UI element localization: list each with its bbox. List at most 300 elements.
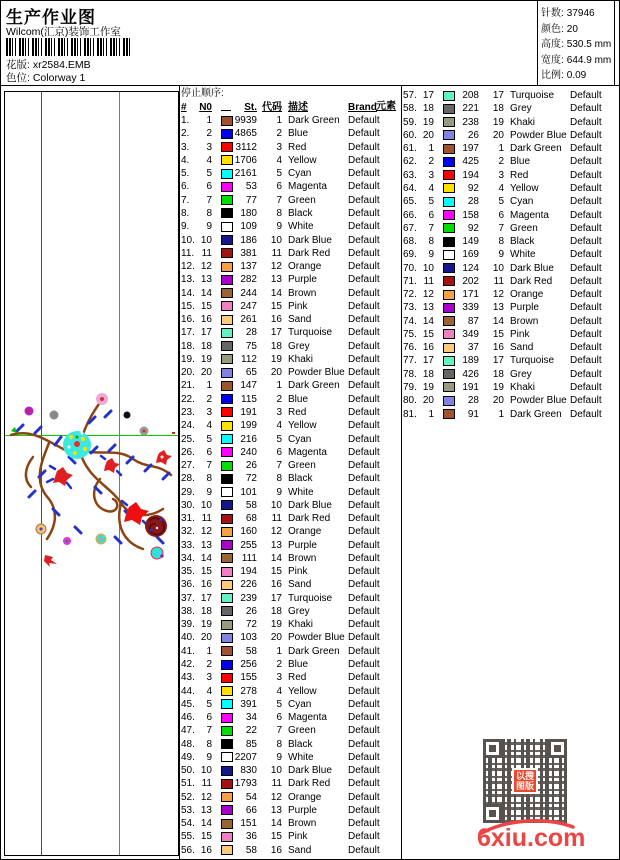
stitch-count: 238	[462, 116, 479, 128]
thread-brand: Default	[348, 672, 380, 684]
swatch-cell	[434, 210, 455, 220]
color-code: 20	[270, 632, 282, 644]
swatch-cell	[212, 845, 233, 855]
color-code: 17	[492, 90, 504, 102]
thread-brand: Default	[570, 209, 602, 221]
needle-number: 6	[206, 446, 212, 458]
swatch-cell	[212, 434, 233, 444]
thread-brand: Default	[348, 632, 380, 644]
stitch-count: 3112	[235, 141, 257, 153]
thread-brand: Default	[570, 315, 602, 327]
color-code: 12	[492, 289, 504, 301]
page-title: 生产作业图	[6, 8, 96, 27]
color-stop-row	[181, 220, 399, 233]
needle-number: 7	[206, 460, 212, 472]
color-swatch	[221, 394, 233, 404]
color-code: 6	[498, 209, 504, 221]
needle-number: 15	[422, 328, 434, 340]
color-description: Blue	[288, 393, 309, 405]
stop-seq: 24.	[181, 420, 195, 432]
color-stop-row	[181, 605, 399, 618]
color-code: 9	[276, 486, 282, 498]
stitch-count: 75	[245, 340, 257, 352]
color-code: 4	[276, 420, 282, 432]
color-swatch	[221, 514, 233, 524]
color-swatch	[221, 275, 233, 285]
swatch-cell	[434, 197, 455, 207]
color-code: 4	[498, 182, 504, 194]
stop-sequence-table-continued	[403, 89, 619, 421]
needle-number: 1	[206, 380, 212, 392]
stop-seq: 18.	[181, 340, 195, 352]
stop-seq: 48.	[181, 738, 195, 750]
color-swatch	[443, 170, 455, 180]
swatch-cell	[212, 805, 233, 815]
color-code: 5	[276, 168, 282, 180]
stop-seq: 36.	[181, 579, 195, 591]
swatch-cell	[212, 407, 233, 417]
swatch-cell	[212, 169, 233, 179]
swatch-cell	[212, 208, 233, 218]
stop-seq: 64.	[403, 182, 417, 194]
stop-seq: 79.	[403, 381, 417, 393]
thread-brand: Default	[348, 473, 380, 485]
thread-brand: Default	[348, 539, 380, 551]
table-header-row	[181, 100, 399, 114]
stop-seq: 14.	[181, 287, 195, 299]
color-stop-row	[403, 341, 619, 354]
color-description: Brown	[288, 552, 317, 564]
stop-seq: 81.	[403, 408, 417, 420]
stop-seq: 28.	[181, 473, 195, 485]
stop-seq: 65.	[403, 196, 417, 208]
color-swatch	[443, 144, 455, 154]
color-code: 8	[276, 473, 282, 485]
swatch-cell	[434, 316, 455, 326]
stitch-count: 58	[245, 844, 257, 856]
swatch-cell	[212, 779, 233, 789]
colorway-row	[6, 70, 85, 85]
swatch-cell	[212, 553, 233, 563]
color-stop-row	[181, 512, 399, 525]
stop-seq: 37.	[181, 592, 195, 604]
header-seq: #	[181, 102, 187, 113]
thread-brand: Default	[348, 725, 380, 737]
color-swatch	[443, 343, 455, 353]
color-stop-row	[181, 791, 399, 804]
needle-number: 20	[422, 129, 434, 141]
height-row	[541, 35, 614, 51]
stop-seq: 29.	[181, 486, 195, 498]
color-code: 5	[276, 698, 282, 710]
needle-number: 14	[422, 315, 434, 327]
stop-seq: 19.	[181, 353, 195, 365]
swatch-cell	[212, 328, 233, 338]
color-swatch	[221, 553, 233, 563]
color-description: Grey	[288, 340, 310, 352]
color-description: Pink	[288, 566, 308, 578]
stitch-count: 339	[462, 302, 479, 314]
color-description: Blue	[288, 659, 309, 671]
swatch-cell	[212, 819, 233, 829]
stitch-count: 2161	[234, 168, 257, 180]
color-swatch	[221, 288, 233, 298]
stop-seq: 26.	[181, 446, 195, 458]
color-code: 17	[270, 592, 282, 604]
color-swatch	[221, 819, 233, 829]
needle-number: 4	[206, 420, 212, 432]
needle-number: 10	[200, 499, 212, 511]
color-swatch	[443, 210, 455, 220]
thread-brand: Default	[348, 433, 380, 445]
color-code: 6	[276, 181, 282, 193]
color-stop-row	[181, 313, 399, 326]
swatch-cell	[212, 686, 233, 696]
thread-brand: Default	[348, 499, 380, 511]
stitch-count: 111	[241, 552, 257, 564]
color-description: Sand	[510, 342, 534, 354]
color-swatch	[221, 792, 233, 802]
thread-brand: Default	[570, 249, 602, 261]
needle-number: 20	[422, 395, 434, 407]
color-stop-row	[181, 141, 399, 154]
stitch-count: 202	[462, 275, 479, 287]
table-column-divider	[401, 85, 402, 859]
needle-number: 11	[423, 275, 434, 287]
color-code: 19	[270, 619, 282, 631]
swatch-cell	[212, 182, 233, 192]
needle-number: 9	[206, 486, 212, 498]
color-code: 8	[276, 738, 282, 750]
stop-seq: 60.	[403, 129, 417, 141]
color-description: Dark Red	[288, 778, 331, 790]
needle-number: 14	[200, 287, 212, 299]
stitch-count: 72	[245, 473, 257, 485]
color-swatch	[221, 805, 233, 815]
color-description: Powder Blue	[288, 367, 345, 379]
color-code: 3	[276, 672, 282, 684]
needle-number: 11	[201, 247, 212, 259]
color-code: 4	[276, 154, 282, 166]
thread-brand: Default	[348, 818, 380, 830]
stop-seq: 80.	[403, 395, 417, 407]
color-stop-row	[181, 777, 399, 790]
header-desc: 描述	[288, 102, 308, 113]
needle-number: 9	[206, 751, 212, 763]
stop-seq: 52.	[181, 791, 195, 803]
swatch-cell	[434, 250, 455, 260]
stop-seq: 11.	[181, 247, 195, 259]
color-swatch	[221, 779, 233, 789]
swatch-cell	[212, 195, 233, 205]
swatch-cell	[212, 699, 233, 709]
thread-brand: Default	[348, 791, 380, 803]
needle-number: 8	[206, 738, 212, 750]
design-file-label: 花版:	[6, 59, 30, 71]
swatch-cell	[212, 713, 233, 723]
studio-subtitle: Wilcom(汇京)装饰工作室	[6, 26, 121, 38]
stitch-count: 171	[462, 289, 479, 301]
thread-brand: Default	[348, 327, 380, 339]
needle-number: 10	[200, 234, 212, 246]
thread-brand: Default	[348, 314, 380, 326]
thread-brand: Default	[570, 275, 602, 287]
needle-number: 14	[200, 552, 212, 564]
needle-number: 7	[428, 222, 434, 234]
color-swatch	[221, 222, 233, 232]
thread-brand: Default	[570, 262, 602, 274]
color-swatch	[221, 752, 233, 762]
color-stop-row	[403, 129, 619, 142]
color-swatch	[221, 461, 233, 471]
color-swatch	[221, 845, 233, 855]
color-stop-row	[181, 764, 399, 777]
color-swatch	[443, 409, 455, 419]
color-swatch	[221, 660, 233, 670]
stitch-count: 349	[462, 328, 479, 340]
stitch-count: 194	[462, 169, 479, 181]
needle-number: 4	[428, 182, 434, 194]
stop-seq: 66.	[403, 209, 417, 221]
swatch-cell	[212, 766, 233, 776]
color-stop-row	[181, 114, 399, 127]
swatch-cell	[212, 155, 233, 165]
color-swatch	[221, 235, 233, 245]
stop-seq: 43.	[181, 672, 195, 684]
color-code: 3	[276, 406, 282, 418]
swatch-cell	[212, 660, 233, 670]
needle-number: 4	[206, 685, 212, 697]
swatch-cell	[212, 341, 233, 351]
thread-brand: Default	[348, 406, 380, 418]
swatch-cell	[434, 157, 455, 167]
stop-seq: 39.	[181, 619, 195, 631]
stitch-count: 381	[240, 247, 257, 259]
width-label: 宽度:	[541, 54, 564, 66]
swatch-cell	[212, 447, 233, 457]
stitch-count: 101	[240, 486, 257, 498]
design-file-value: xr2584.EMB	[32, 59, 91, 71]
color-stop-row	[403, 116, 619, 129]
color-description: Green	[510, 222, 538, 234]
needle-number: 13	[200, 804, 212, 816]
color-swatch	[221, 713, 233, 723]
scale-row	[541, 66, 614, 82]
thread-brand: Default	[570, 236, 602, 248]
thread-brand: Default	[570, 342, 602, 354]
stitch-count: 1706	[234, 154, 257, 166]
color-description: Dark Red	[288, 247, 331, 259]
thread-brand: Default	[348, 460, 380, 472]
color-stop-row	[403, 155, 619, 168]
stop-seq: 25.	[181, 433, 195, 445]
color-code: 16	[270, 844, 282, 856]
color-description: Purple	[288, 274, 317, 286]
color-description: White	[288, 751, 314, 763]
swatch-cell	[212, 461, 233, 471]
swatch-cell	[212, 288, 233, 298]
needle-number: 19	[200, 619, 212, 631]
stitch-count: 256	[240, 659, 257, 671]
swatch-cell	[212, 315, 233, 325]
swatch-cell	[212, 752, 233, 762]
color-code: 2	[276, 128, 282, 140]
color-code: 12	[270, 526, 282, 538]
color-stop-row	[181, 180, 399, 193]
color-code: 13	[270, 274, 282, 286]
stop-seq: 58.	[403, 103, 417, 115]
stop-seq: 9.	[181, 221, 190, 233]
color-swatch	[443, 303, 455, 313]
color-stop-row	[181, 830, 399, 843]
color-description: Turquoise	[510, 355, 555, 367]
needle-number: 7	[206, 725, 212, 737]
thread-brand: Default	[570, 103, 602, 115]
color-count-row	[541, 20, 614, 36]
needle-number: 12	[422, 289, 434, 301]
color-code: 3	[276, 141, 282, 153]
needle-number: 17	[200, 592, 212, 604]
color-stop-row	[181, 631, 399, 644]
color-description: Magenta	[288, 446, 327, 458]
color-stop-row	[403, 222, 619, 235]
color-swatch	[221, 208, 233, 218]
stitch-count: 199	[240, 420, 257, 432]
stitch-count: 261	[240, 314, 257, 326]
color-description: Grey	[510, 103, 532, 115]
color-stop-row	[403, 89, 619, 102]
color-stop-row	[181, 552, 399, 565]
stitch-count: 28	[467, 395, 479, 407]
color-code: 15	[270, 566, 282, 578]
color-swatch	[221, 315, 233, 325]
color-stop-row	[181, 751, 399, 764]
color-stop-row	[403, 261, 619, 274]
color-stop-row	[403, 195, 619, 208]
color-swatch	[221, 381, 233, 391]
stop-seq: 38.	[181, 605, 195, 617]
color-description: Dark Blue	[288, 499, 332, 511]
color-swatch	[443, 316, 455, 326]
design-preview-panel	[4, 91, 179, 856]
swatch-cell	[212, 580, 233, 590]
color-swatch	[221, 195, 233, 205]
swatch-cell	[434, 329, 455, 339]
color-code: 2	[498, 156, 504, 168]
color-stop-row	[181, 446, 399, 459]
color-stop-row	[403, 407, 619, 420]
swatch-cell	[212, 646, 233, 656]
color-description: Pink	[288, 831, 308, 843]
needle-number: 8	[428, 236, 434, 248]
thread-brand: Default	[348, 831, 380, 843]
swatch-cell	[212, 792, 233, 802]
stitch-count: 1793	[234, 778, 257, 790]
color-code: 18	[270, 340, 282, 352]
swatch-cell	[212, 540, 233, 550]
stop-seq: 35.	[181, 566, 195, 578]
swatch-cell	[434, 303, 455, 313]
stitch-count: 282	[240, 274, 257, 286]
color-stop-row	[181, 326, 399, 339]
color-description: Red	[510, 169, 529, 181]
color-description: Purple	[288, 804, 317, 816]
color-code: 10	[492, 262, 504, 274]
color-code: 20	[492, 129, 504, 141]
needle-number: 16	[200, 844, 212, 856]
swatch-cell	[434, 263, 455, 273]
color-stop-row	[403, 354, 619, 367]
stitch-count: 28	[245, 327, 257, 339]
thread-brand: Default	[570, 328, 602, 340]
swatch-cell	[434, 91, 455, 101]
swatch-cell	[434, 369, 455, 379]
color-description: Black	[288, 738, 313, 750]
needle-number: 17	[200, 327, 212, 339]
color-code: 10	[270, 765, 282, 777]
color-description: Grey	[288, 605, 310, 617]
stop-seq: 23.	[181, 406, 195, 418]
thread-brand: Default	[348, 579, 380, 591]
design-info-box	[537, 1, 615, 85]
stop-seq: 49.	[181, 751, 195, 763]
thread-brand: Default	[570, 156, 602, 168]
color-description: Sand	[288, 844, 312, 856]
color-swatch	[443, 91, 455, 101]
color-code: 13	[270, 804, 282, 816]
color-swatch	[443, 276, 455, 286]
stop-seq: 32.	[181, 526, 195, 538]
swatch-cell	[434, 237, 455, 247]
color-code: 11	[493, 275, 504, 287]
color-stop-row	[181, 711, 399, 724]
color-count-value: 20	[566, 23, 578, 35]
header-n0: N0	[199, 102, 212, 113]
stop-seq: 71.	[403, 275, 417, 287]
color-code: 11	[271, 778, 282, 790]
needle-number: 11	[201, 513, 212, 525]
swatch-cell	[434, 356, 455, 366]
needle-number: 8	[206, 473, 212, 485]
stitch-count: 426	[462, 368, 479, 380]
stitch-count: 239	[240, 592, 257, 604]
needle-number: 3	[428, 169, 434, 181]
thread-brand: Default	[348, 154, 380, 166]
swatch-cell	[434, 170, 455, 180]
color-code: 5	[498, 196, 504, 208]
thread-brand: Default	[570, 182, 602, 194]
color-swatch	[221, 593, 233, 603]
color-code: 16	[270, 579, 282, 591]
stitch-count: 189	[462, 355, 479, 367]
stitch-count: 160	[240, 526, 257, 538]
needle-number: 6	[206, 181, 212, 193]
thread-brand: Default	[348, 804, 380, 816]
stitch-count: 26	[245, 460, 257, 472]
color-description: White	[510, 249, 536, 261]
color-swatch	[221, 407, 233, 417]
color-stop-row	[181, 167, 399, 180]
stop-seq: 61.	[403, 143, 417, 155]
color-stop-row	[403, 368, 619, 381]
stop-seq: 74.	[403, 315, 417, 327]
stitch-count: 58	[245, 499, 257, 511]
color-swatch	[221, 421, 233, 431]
color-stop-row	[403, 235, 619, 248]
thread-brand: Default	[348, 446, 380, 458]
color-description: Dark Red	[288, 513, 331, 525]
color-description: Khaki	[510, 116, 536, 128]
